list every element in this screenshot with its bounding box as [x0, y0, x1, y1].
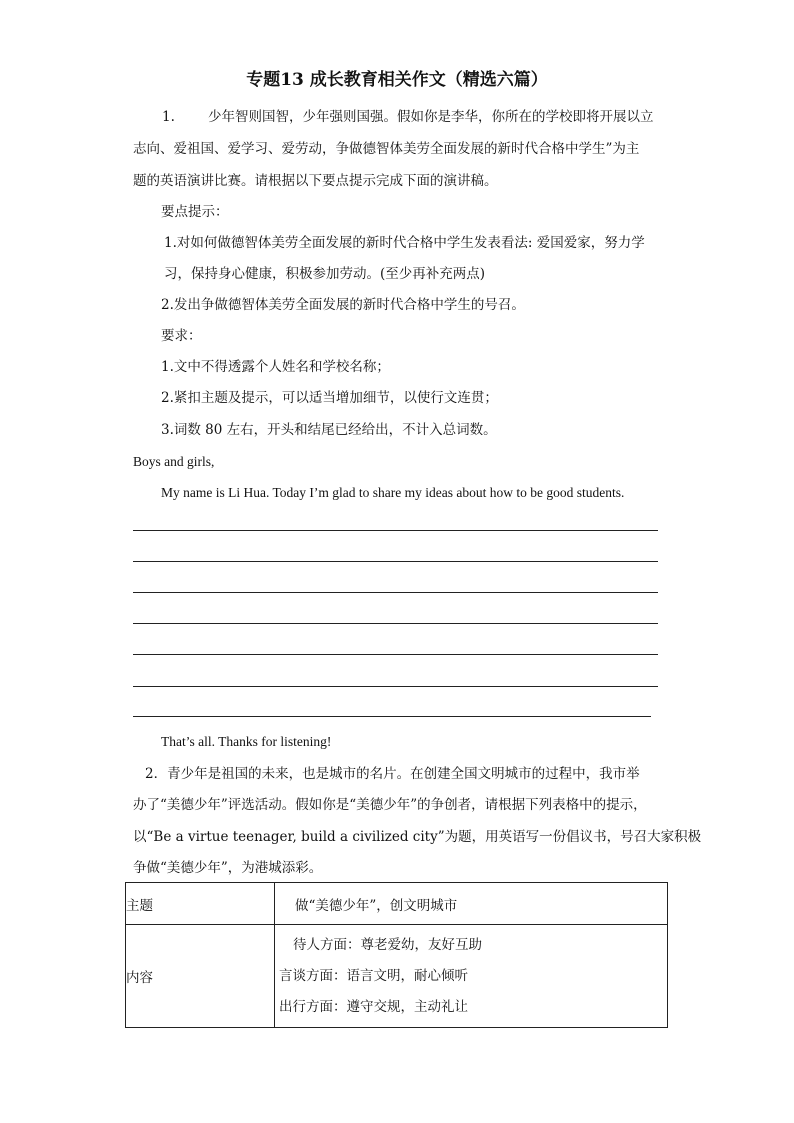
- requirement-1: 1.文中不得透露个人姓名和学校名称；: [161, 359, 390, 375]
- question-2-line-3: 以“Be a virtue teenager, build a civilized city”为题，用英语写一份倡议书，号召大家积极: [133, 829, 702, 845]
- question-2-line-4: 争做“美德少年”，为港城添彩。: [133, 860, 323, 876]
- writing-line[interactable]: [133, 686, 658, 687]
- point-1-line-1: 1.对如何做德智体美劳全面发展的新时代合格中学生发表看法: 爱国爱家，努力学: [164, 235, 645, 251]
- writing-line[interactable]: [133, 592, 658, 593]
- letter-closing: That’s all. Thanks for listening!: [161, 734, 332, 749]
- points-heading: 要点提示：: [161, 204, 229, 220]
- table-row: [126, 925, 668, 1028]
- theme-value-cell: 做“美德少年”，创文明城市: [275, 883, 668, 925]
- content-items-cell: [275, 925, 668, 1028]
- question-2-line-1: 2．青少年是祖国的未来，也是城市的名片。在创建全国文明城市的过程中，我市举: [145, 766, 640, 782]
- question-1-intro-line-3: 题的英语演讲比赛。请根据以下要点提示完成下面的演讲稿。: [133, 173, 498, 189]
- writing-line[interactable]: [133, 530, 658, 531]
- requirements-heading: 要求：: [161, 328, 202, 344]
- content-item: 言谈方面：语言文明，耐心倾听: [279, 967, 468, 984]
- content-item: 出行方面：遵守交规，主动礼让: [279, 998, 468, 1015]
- point-1-line-2: 习，保持身心健康，积极参加劳动。(至少再补充两点): [164, 266, 486, 282]
- writing-line[interactable]: [133, 623, 658, 624]
- point-2: 2.发出争做德智体美劳全面发展的新时代合格中学生的号召。: [161, 297, 525, 313]
- content-item: 待人方面：尊老爱幼，友好互助: [293, 936, 482, 953]
- requirement-2: 2.紧扣主题及提示，可以适当增加细节，以使行文连贯；: [161, 390, 498, 406]
- question-2-line-2: 办了“美德少年”评选活动。假如你是“美德少年”的争创者，请根据下列表格中的提示，: [133, 797, 647, 813]
- letter-opening: My name is Li Hua. Today I’m glad to share my ideas about how to be good students.: [161, 485, 625, 500]
- letter-greeting: Boys and girls,: [133, 454, 215, 469]
- writing-line[interactable]: [133, 716, 651, 717]
- writing-line[interactable]: [133, 654, 658, 655]
- prompt-table: [125, 882, 668, 1028]
- question-1-intro-line-1: 少年智则国智，少年强则国强。假如你是李华，你所在的学校即将开展以立: [208, 109, 654, 125]
- table-row: [126, 883, 668, 925]
- theme-label-cell: 主题: [126, 883, 275, 925]
- question-1-intro-line-2: 志向、爱祖国、爱学习、爱劳动，争做德智体美劳全面发展的新时代合格中学生”为主: [133, 141, 640, 157]
- content-label-cell: 内容: [126, 925, 275, 1028]
- page-title: 专题13 成长教育相关作文（精选六篇）: [246, 70, 548, 90]
- question-1-number: 1.: [162, 109, 175, 125]
- writing-line[interactable]: [133, 561, 658, 562]
- requirement-3: 3.词数 80 左右，开头和结尾已经给出，不计入总词数。: [161, 422, 497, 438]
